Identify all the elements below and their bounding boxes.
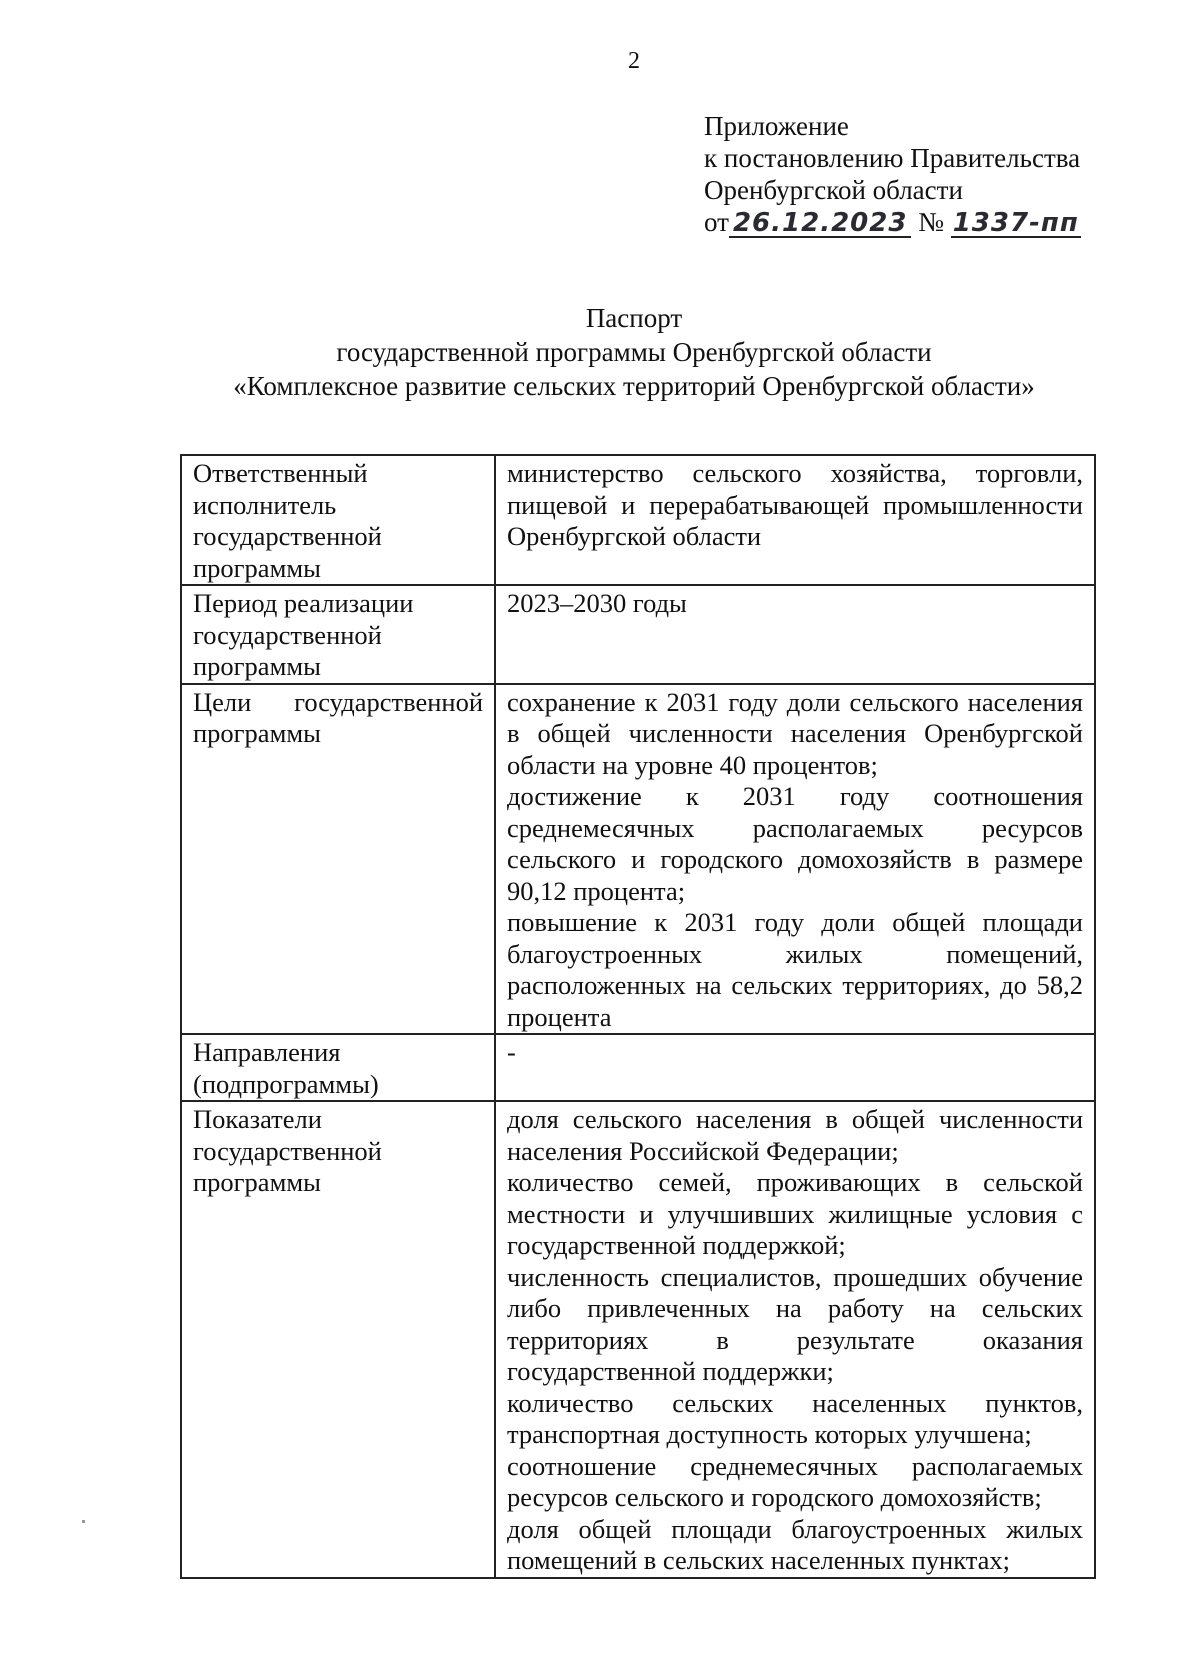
- handwritten-date: 26.12.2023: [729, 210, 911, 238]
- indicator-item: соотношение среднемесячных располагаемых ресурсов сельского и городского домохозяйств;: [507, 1450, 1083, 1512]
- row-label-directions: Направления (подпрограммы): [181, 1034, 495, 1101]
- document-title: [0, 301, 1200, 403]
- value-line: министерство сельского хозяйства, торговли, пищевой и перерабатывающей промышленности Оренбургской области: [507, 458, 1083, 551]
- date-prefix: от: [704, 207, 729, 237]
- page-number: 2: [628, 48, 640, 74]
- value-line: 2023–2030 годы: [507, 588, 687, 618]
- indicator-item: доля сельского населения в общей численности населения Российской Федерации;: [507, 1104, 1083, 1166]
- table-row: [181, 1101, 1095, 1578]
- table-row: [181, 455, 1095, 585]
- appendix-date-line: [704, 206, 1081, 238]
- goal-item: достижение к 2031 году соотношения среднемесячных располагаемых ресурсов сельского и городского домохозяйств в размере 90,12 процента;: [507, 781, 1083, 906]
- row-label-indicators: Показатели государственной программы: [181, 1101, 495, 1578]
- row-value-directions: [495, 1034, 1095, 1101]
- row-value-indicators: [495, 1101, 1095, 1578]
- value-line: -: [507, 1037, 516, 1067]
- appendix-region: Оренбургской области: [704, 175, 963, 205]
- goal-item: повышение к 2031 году доли общей площади благоустроенных жилых помещений, расположенных на сельских территориях, до 58,2 процента: [507, 907, 1083, 1032]
- title-passport: Паспорт: [585, 303, 683, 333]
- appendix-title: Приложение: [704, 111, 849, 141]
- indicator-item: количество семей, проживающих в сельской местности и улучшивших жилищные условия с государственной поддержкой;: [507, 1167, 1083, 1260]
- indicator-item: количество сельских населенных пунктов, транспортная доступность которых улучшена;: [507, 1387, 1083, 1449]
- row-label-period: Период реализации государственной программы: [181, 585, 495, 684]
- row-value-responsible-executor: [495, 455, 1095, 585]
- appendix-block: [704, 110, 1081, 238]
- appendix-reference: к постановлению Правительства: [704, 143, 1081, 173]
- row-label-goals: Цели государственной программы: [181, 684, 495, 1035]
- table-row: [181, 1034, 1095, 1101]
- indicator-item: численность специалистов, прошедших обучение либо привлеченных на работу на сельских территориях в результате оказания государственной поддержки;: [507, 1261, 1083, 1386]
- table-row: [181, 585, 1095, 684]
- title-program-name: «Комплексное развитие сельских территорий Оренбургской области»: [233, 371, 1035, 401]
- goal-item: сохранение к 2031 году доли сельского населения в общей численности населения Оренбургской области на уровне 40 процентов;: [507, 686, 1083, 780]
- scan-speck: [82, 1520, 85, 1523]
- handwritten-number: 1337-пп: [952, 208, 1079, 238]
- indicator-item: доля общей площади благоустроенных жилых помещений в сельских населенных пунктах;: [507, 1513, 1083, 1575]
- row-value-goals: [495, 684, 1095, 1035]
- title-program: государственной программы Оренбургской области: [336, 337, 932, 367]
- row-label-responsible-executor: Ответственный исполнитель государственной программы: [181, 455, 495, 585]
- passport-table: [180, 454, 1096, 1579]
- number-prefix: №: [918, 207, 944, 237]
- row-value-period: [495, 585, 1095, 684]
- table-row: [181, 684, 1095, 1035]
